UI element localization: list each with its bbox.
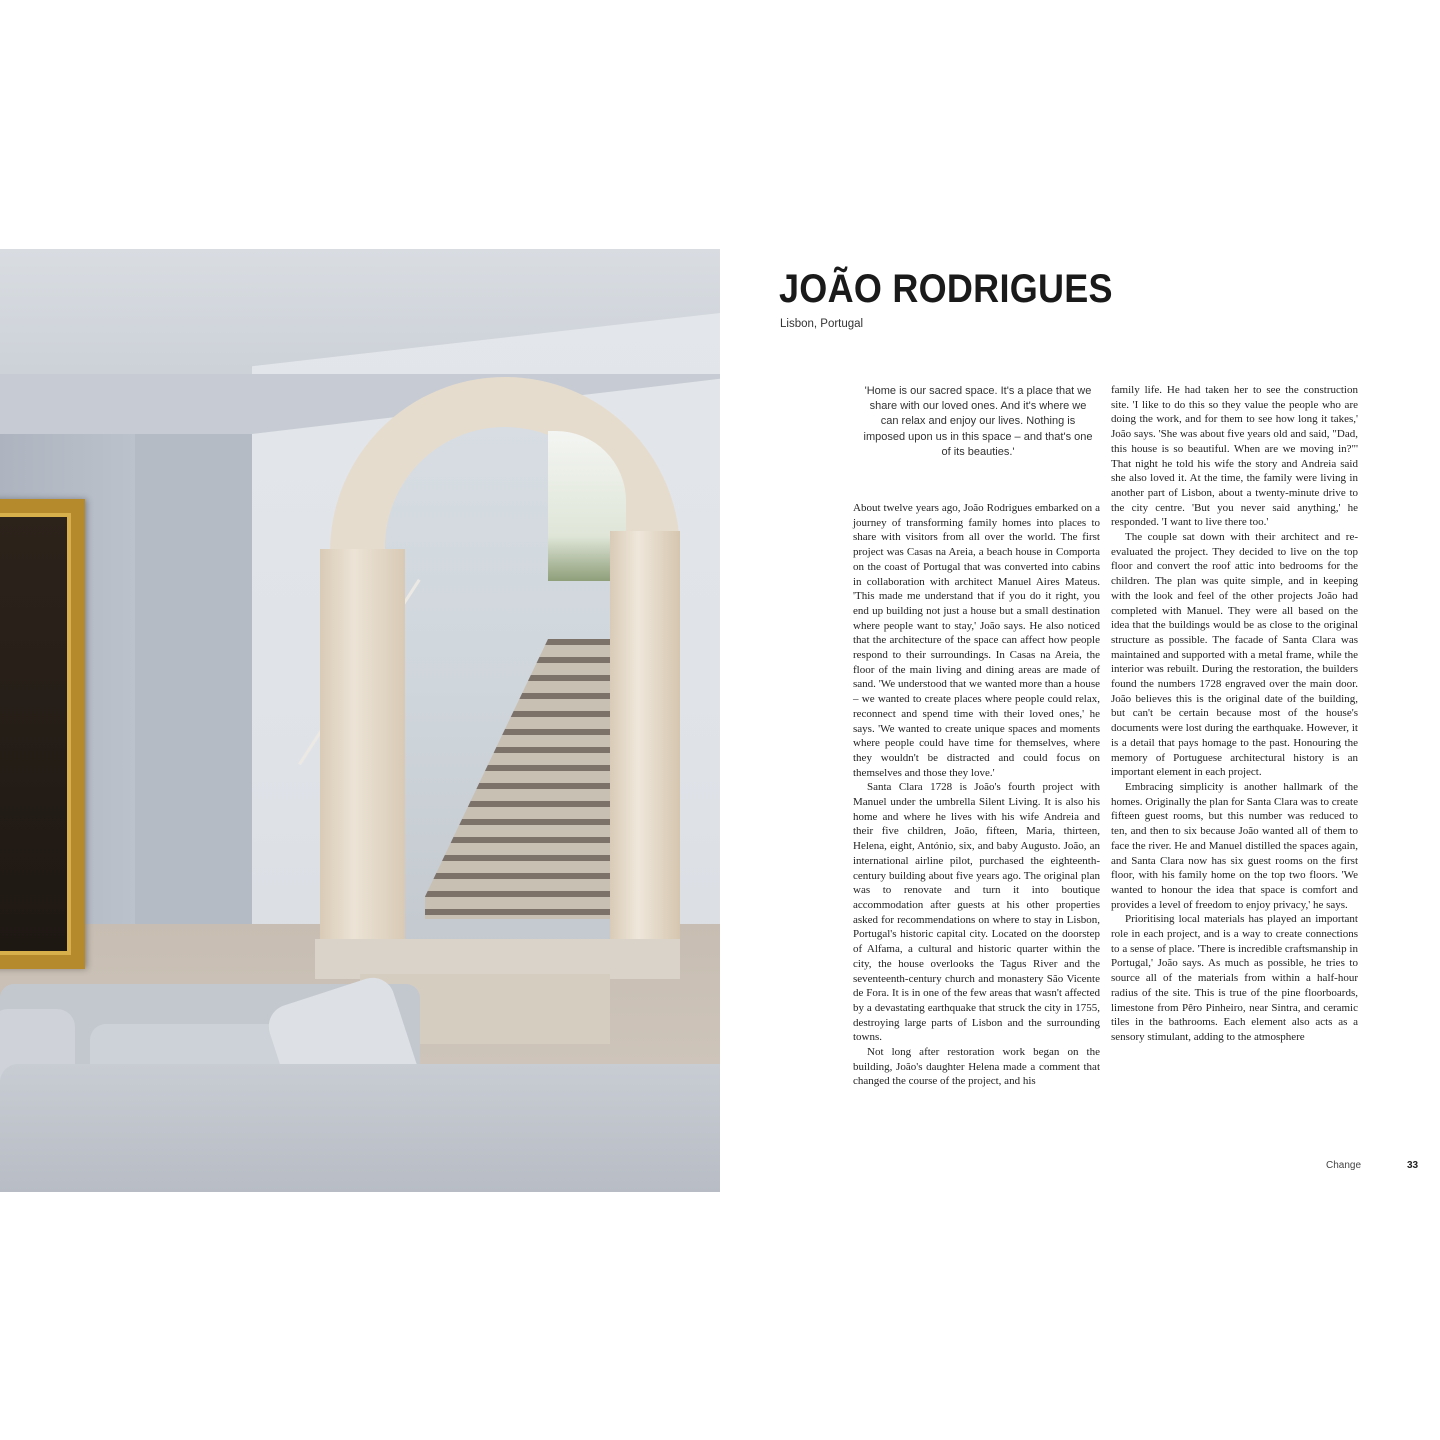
paragraph: family life. He had taken her to see the construction site. 'I like to do this so they value the people who are doing the work, and for them to see how long it takes,' João says. 'She was about five years old and said, "Dad, this house is so beautiful. When are we moving in?"' That night he told his wife the story and Andreia said she also loved it. At the time, the family were living in another part of Lisbon, about a twenty-minute drive to the city centre. 'But you never said anything,' he responded. 'I want to live there too.': [1111, 384, 1358, 529]
page-number: 33: [1407, 1160, 1419, 1171]
left-pilaster: [320, 549, 405, 939]
paragraph: Prioritising local materials has played an important role in each project, and is a way to create connections to a sense of place. 'There is incredible craftsmanship in Portugal,' João says. As much as possible, he tries to source all of the materials from within a half-hour radius of the site. This is true of the pine floorboards, limestone from Pêro Pinheiro, near Sintra, and ceramic tiles in the bathrooms. Each element also acts as a sensory stimulant, adding to the atmosphere: [1111, 913, 1358, 1043]
body-column-2: [1111, 383, 1358, 1045]
threshold-step: [315, 939, 680, 979]
article-location: Lisbon, Portugal: [780, 318, 864, 330]
paragraph: Not long after restoration work began on the building, João's daughter Helena made a comment that changed the course of the project, and his: [853, 1046, 1100, 1088]
paragraph: About twelve years ago, João Rodrigues embarked on a journey of transforming family homes into places to share with visitors from all over the world. The first project was Casas na Areia, a beach house in Comporta on the coast of Portugal that was converted into cabins in collaboration with architect Manuel Aires Mateus. 'This made me understand that if you do it right, you end up building not just a house but a small destination where people want to stay,' João says. He also noticed that the architecture of the space can affect how people respond to their surroundings. In Casas na Areia, the floor of the main living and dining areas are made of sand. 'We understood that we wanted more than a house – we wanted to create places where people could relax, reconnect and spend time with their loved ones,' he says. 'We wanted to create unique spaces and moments where people could have time for themselves, where they wouldn't be distracted and could focus on themselves and those they love.': [853, 502, 1100, 779]
pull-quote: 'Home is our sacred space. It's a place that we share with our loved ones. And it's where we can relax and enjoy our lives. Nothing is imposed upon us in this space – and that's one of its beauties.': [863, 385, 1093, 458]
body-column-1: [853, 501, 1100, 1089]
interior-photo: [0, 249, 720, 1192]
paragraph: Santa Clara 1728 is João's fourth project with Manuel under the umbrella Silent Living. It is also his home and where he lives with his wife Andreia and their five children, João, fifteen, Maria, thirteen, Helena, eight, António, six, and baby Augusto. João, an international airline pilot, purchased the eighteenth-century building about five years ago. The original plan was to renovate and turn it into boutique accommodation after guests at his other properties asked for recommendations on where to stay in Lisbon, Portugal's historic capital city. Located on the doorstep of Alfama, a cultural and historic quarter within the city, the house overlooks the Tagus River and the seventeenth-century church and monastery São Vicente de Fora. It is in one of the few areas that wasn't affected by a devastating earthquake that struck the city in 1755, destroying large parts of Lisbon and the surrounding towns.: [853, 781, 1100, 1044]
gilded-painting-frame: [0, 499, 85, 969]
footer-section-label: Change: [1326, 1160, 1362, 1171]
right-pilaster: [610, 531, 680, 961]
paragraph: Embracing simplicity is another hallmark of the homes. Originally the plan for Santa Clara was to create fifteen guest rooms, but this number was reduced to ten, and then to six because João wanted all of them to face the river. He and Manuel distilled the spaces again, and Santa Clara now has six guest rooms on the first floor, with his family home on the top two floors. 'We wanted to honour the idea that space is comfort and provides a level of freedom to enjoy privacy,' he says.: [1111, 780, 1358, 911]
article-title: JOÃO RODRIGUES: [779, 267, 1113, 311]
paragraph: The couple sat down with their architect and re-evaluated the project. They decided to live on the top floor and convert the roof attic into bedrooms for the children. The plan was quite simple, and in keeping with the look and feel of the other projects João had completed with Manuel. They were all based on the idea that the buildings would be as close to the original structure as possible. The facade of Santa Clara was maintained and supported with a metal frame, while the interior was rebuilt. During the restoration, the builders found the numbers 1728 engraved over the main door. João believes this is the original date of the building, but can't be certain because most of the house's documents were lost during the earthquake. However, it is a detail that pays homage to the past. Honouring the memory of Portuguese architectural history is an important element in each project.: [1111, 531, 1358, 779]
sofa-front: [0, 1064, 720, 1192]
